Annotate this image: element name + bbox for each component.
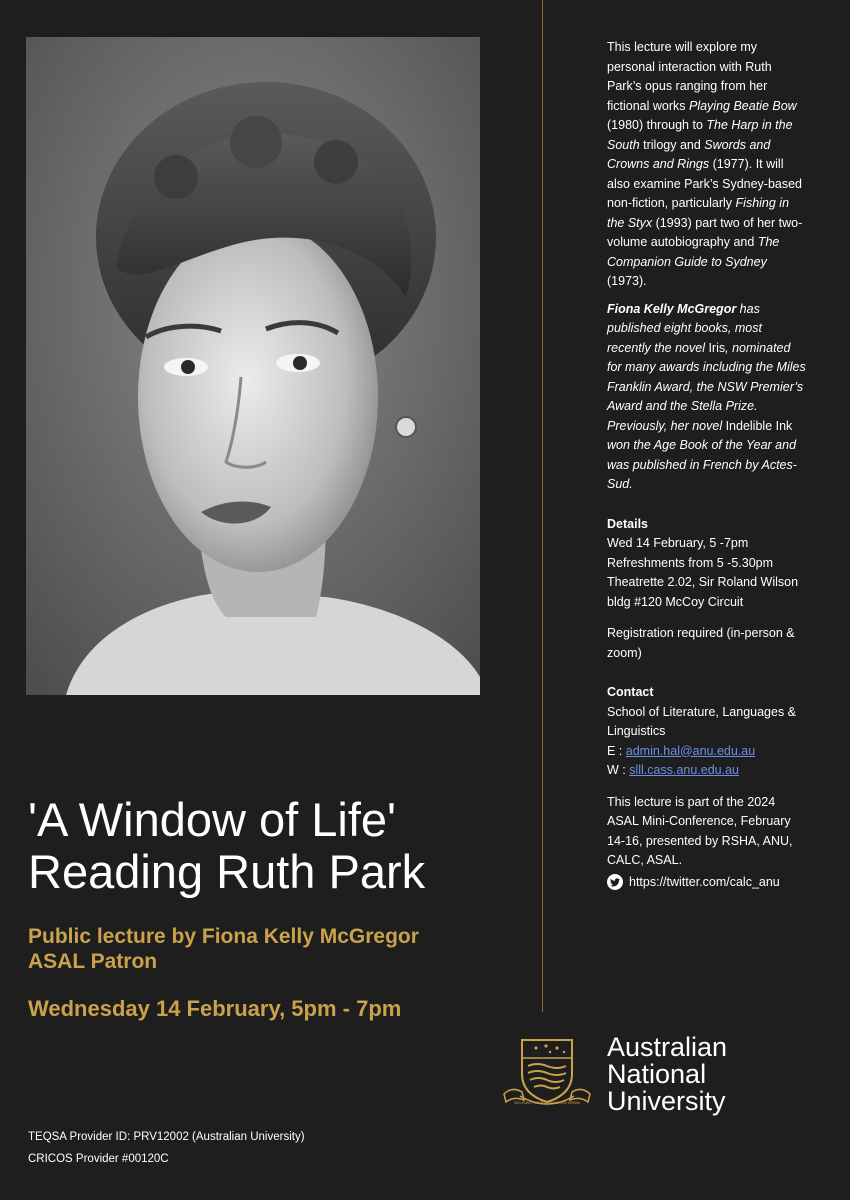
- speaker-subtitle: [28, 924, 508, 974]
- abstract-title: The Companion Guide to Sydney: [607, 235, 780, 269]
- contact-section: [607, 683, 807, 781]
- abstract-title: Swords and Crowns and Rings: [607, 137, 771, 171]
- teqsa-provider: TEQSA Provider ID: PRV12002 (Australian University): [28, 1131, 305, 1143]
- book-title: Iris: [708, 340, 726, 355]
- abstract-text: This lecture will explore my personal interaction with Ruth Park’s opus ranging from her fictional works: [607, 40, 772, 113]
- title-line-1: 'A Window of Life': [28, 793, 397, 846]
- web-link[interactable]: slll.cass.anu.edu.au: [629, 763, 740, 777]
- email-link[interactable]: admin.hal@anu.edu.au: [625, 743, 756, 758]
- wordmark-line-2: National: [607, 1059, 707, 1089]
- anu-crest-icon: [502, 1034, 592, 1110]
- abstract-title: Fishing in the Styx: [607, 196, 790, 230]
- contact-email-row: [607, 742, 807, 762]
- details-line: Theatrette 2.02, Sir Roland Wilson bldg #120 McCoy Circuit: [607, 575, 799, 609]
- details-line: Wed 14 February, 5 -7pm: [607, 536, 749, 550]
- column-divider: [542, 0, 543, 1012]
- subtitle-line-2: ASAL Patron: [28, 950, 158, 973]
- details-heading: Details: [607, 516, 648, 531]
- crest-motto: NATURAM PRIMUM COGNOSCERE RERUM: [514, 1101, 580, 1105]
- email-label: E :: [607, 743, 626, 758]
- abstract-text: (1973).: [607, 274, 647, 288]
- bio-text: won the Age Book of the Year and was published in French by Actes-Sud.: [607, 438, 797, 491]
- contact-heading: Contact: [607, 685, 654, 699]
- contact-web-row: [607, 761, 807, 781]
- anu-wordmark: [607, 1034, 727, 1115]
- lecture-abstract: [607, 38, 807, 292]
- portrait-photo: [26, 37, 480, 695]
- web-label: W :: [607, 763, 630, 777]
- title-line-2: Reading Ruth Park: [28, 845, 426, 898]
- contact-school: School of Literature, Languages & Linguistics: [607, 704, 797, 738]
- conference-note: This lecture is part of the 2024 ASAL Mini-Conference, February 14-16, presented by RSHA, ANU, CALC, ASAL.: [607, 794, 793, 867]
- subtitle-line-1: Public lecture by Fiona Kelly McGregor: [28, 925, 419, 948]
- details-line: Refreshments from 5 -5.30pm: [607, 555, 774, 570]
- lecture-title: [28, 794, 528, 898]
- abstract-text: (1977). It will also examine Park’s Sydney-based non-fiction, particularly: [607, 157, 803, 210]
- registration-note: Registration required (in-person & zoom): [607, 626, 795, 660]
- abstract-title: The Harp in the South: [607, 118, 793, 152]
- wordmark-line-1: Australian: [607, 1032, 728, 1062]
- portrait-illustration: [26, 37, 480, 695]
- bio-text: , nominated for many awards including the Miles Franklin Award, the NSW Premier’s Award and the Stella Prize. Previously, her novel: [607, 340, 806, 433]
- event-date: Wednesday 14 February, 5pm - 7pm: [28, 996, 402, 1021]
- speaker-name: Fiona Kelly McGregor: [607, 301, 737, 316]
- wordmark-line-3: University: [607, 1086, 726, 1116]
- twitter-row[interactable]: [607, 873, 807, 893]
- abstract-text: (1993) part two of her two-volume autobiography and: [607, 215, 803, 249]
- bio-text: has published eight books, most recently the novel: [607, 301, 762, 355]
- cricos-provider: CRICOS Provider #00120C: [28, 1153, 169, 1165]
- twitter-bird-icon: [607, 874, 623, 890]
- details-section: [607, 515, 807, 613]
- book-title: Indelible Ink: [725, 418, 793, 433]
- abstract-text: (1980) through to: [607, 118, 707, 132]
- twitter-url[interactable]: https://twitter.com/calc_anu: [629, 874, 780, 889]
- speaker-bio: [607, 300, 807, 495]
- abstract-title: Playing Beatie Bow: [688, 98, 797, 113]
- abstract-text: trilogy and: [639, 137, 705, 152]
- info-column: [607, 38, 807, 892]
